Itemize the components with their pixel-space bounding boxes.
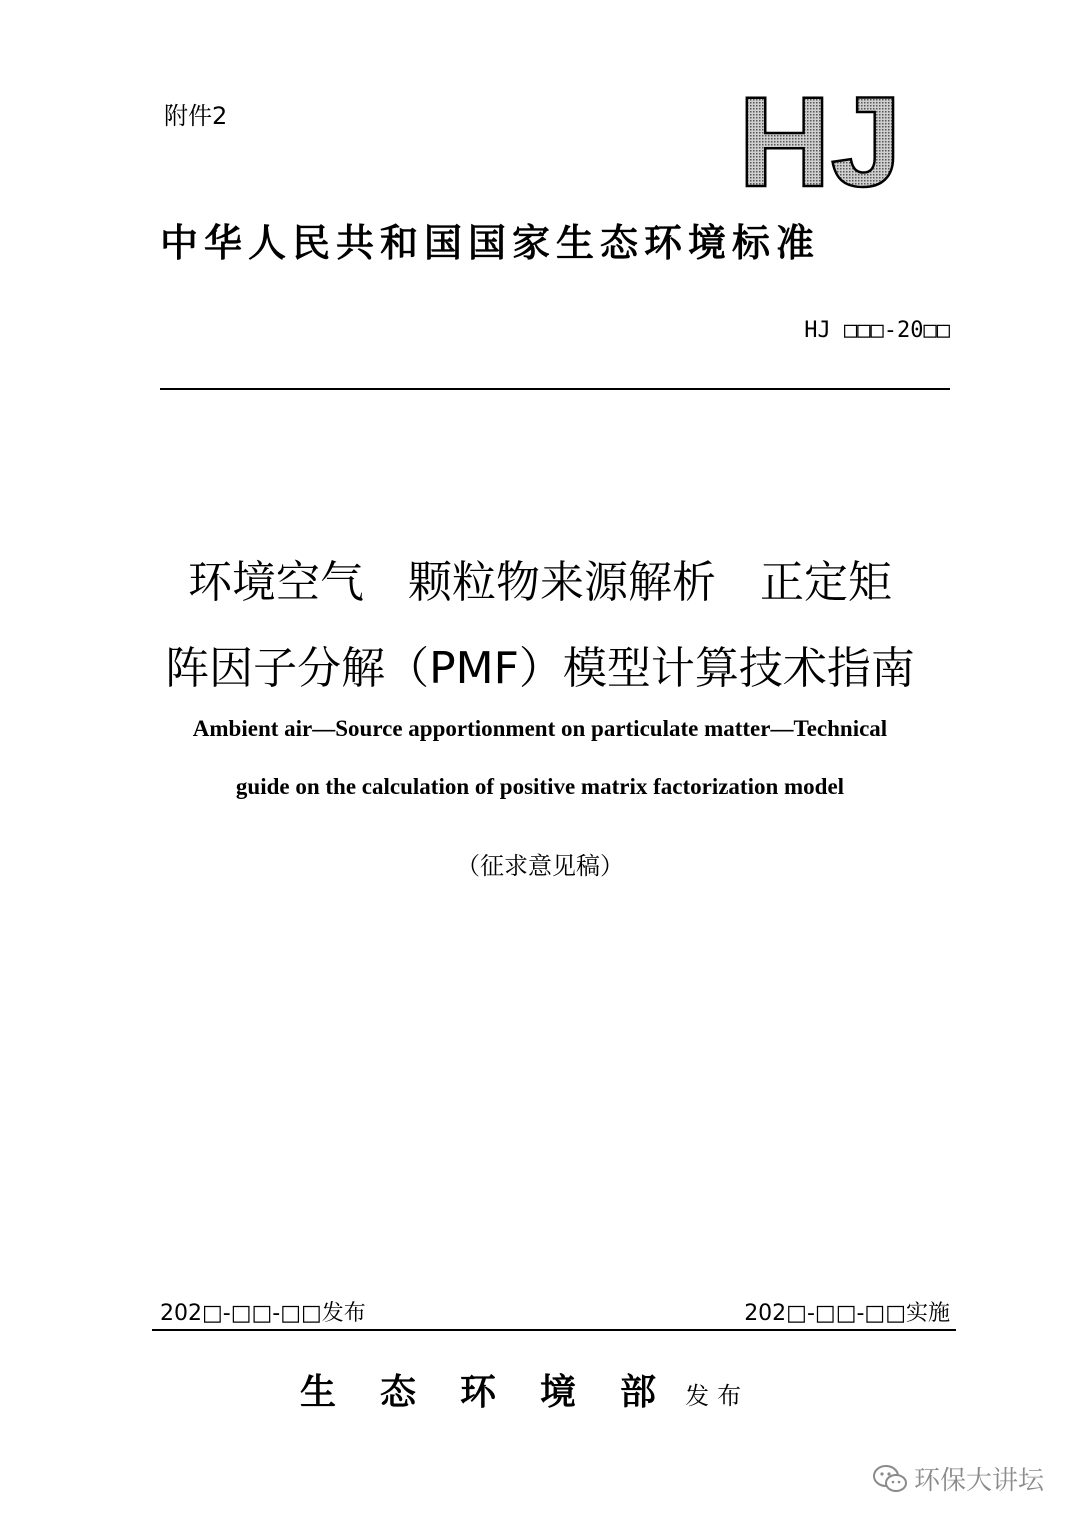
bottom-divider <box>152 1329 956 1331</box>
issuer-line <box>300 1364 749 1415</box>
hj-logo <box>720 84 920 194</box>
english-title-line-1: Ambient air—Source apportionment on particulate matter—Technical <box>192 716 888 741</box>
chinese-title-line-1: 环境空气 颗粒物来源解析 正定矩 <box>188 557 892 608</box>
issuer-organization: 生态环境部 <box>300 1371 701 1413</box>
watermark <box>872 1460 1044 1497</box>
top-divider <box>160 388 950 390</box>
english-title-line-2: guide on the calculation of positive matrix factorization model <box>235 774 845 799</box>
standard-number: HJ □□□-20□□ <box>804 318 950 343</box>
standard-title: 中华人民共和国国家生态环境标准 <box>160 220 821 265</box>
chinese-title-line-2: 阵因子分解（PMF）模型计算技术指南 <box>165 643 915 694</box>
publish-date: 202□-□□-□□发布 <box>160 1301 366 1326</box>
attachment-label: 附件2 <box>164 102 228 130</box>
draft-note: （征求意见稿） <box>456 852 624 880</box>
issuer-action: 发布 <box>685 1382 750 1410</box>
wechat-icon <box>872 1464 908 1494</box>
implement-date: 202□-□□-□□实施 <box>744 1301 950 1326</box>
watermark-text: 环保大讲坛 <box>913 1466 1044 1496</box>
hj-logo-text: HJ <box>738 84 902 194</box>
